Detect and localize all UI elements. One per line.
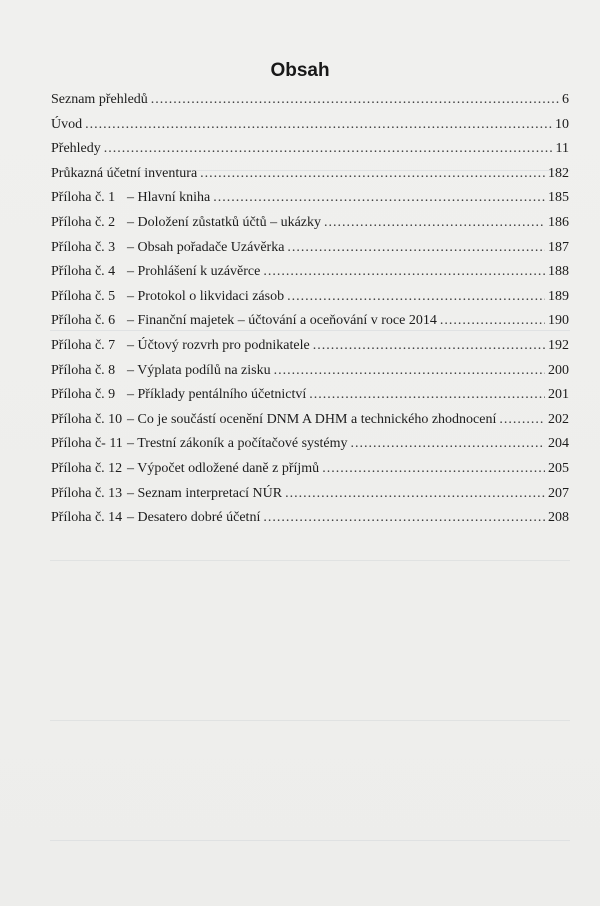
toc-entry-page: 200	[548, 362, 569, 378]
toc-entry-page: 192	[548, 337, 569, 353]
leader-dots	[85, 113, 552, 138]
toc-entry[interactable]	[51, 162, 569, 187]
toc-entry-page: 205	[548, 460, 569, 476]
toc-entry[interactable]	[51, 309, 569, 334]
toc-entry-title: – Příklady pentálního účetnictví	[127, 387, 307, 403]
toc-entry-title: Přehledy	[51, 141, 101, 157]
leader-dots	[324, 211, 545, 236]
toc-entry-prefix: Příloha č. 4	[51, 264, 116, 280]
toc-entry[interactable]	[51, 383, 569, 408]
toc-entry-page: 208	[548, 510, 569, 526]
leader-dots	[104, 137, 553, 162]
toc-entry[interactable]	[51, 260, 569, 285]
toc-entry-prefix: Příloha č. 7	[51, 337, 116, 353]
toc-entry-prefix: Příloha č. 10	[51, 411, 123, 427]
toc-entry-page: 11	[555, 141, 569, 157]
toc-entry-title: Úvod	[51, 116, 83, 132]
leader-dots	[287, 285, 545, 310]
toc-entry-prefix: Příloha č. 14	[51, 510, 123, 526]
bleed-through-line	[50, 840, 570, 841]
toc-entry-prefix: Příloha č. 8	[51, 362, 116, 378]
toc-entry-prefix: Příloha č. 2	[51, 214, 116, 230]
toc-entry[interactable]	[51, 482, 569, 507]
toc-entry-title: – Hlavní kniha	[127, 190, 211, 206]
toc-entry[interactable]	[51, 285, 569, 310]
leader-dots	[263, 506, 545, 531]
toc-entry-page: 10	[555, 116, 569, 132]
toc-entry-page: 187	[548, 239, 569, 255]
toc-entry[interactable]	[51, 408, 569, 433]
leader-dots	[499, 408, 545, 433]
toc-entry-prefix: Příloha č. 1	[51, 190, 116, 206]
toc-entry-page: 6	[562, 92, 569, 107]
toc-entry-page: 204	[548, 436, 569, 452]
toc-entry-title: – Co je součástí ocenění DNM A DHM a technického zhodnocení	[127, 411, 497, 427]
leader-dots	[440, 309, 545, 334]
toc-entry-title: Průkazná účetní inventura	[51, 165, 198, 181]
toc-entry-title: – Doložení zůstatků účtů – ukázky	[127, 214, 322, 230]
toc-entry[interactable]	[51, 186, 569, 211]
toc-entry-page: 186	[548, 214, 569, 230]
toc-entry[interactable]	[51, 432, 569, 457]
toc-entry-page: 189	[548, 288, 569, 304]
leader-dots	[309, 383, 545, 408]
toc-entry-prefix: Příloha č. 9	[51, 387, 116, 403]
leader-dots	[213, 186, 545, 211]
leader-dots	[285, 482, 545, 507]
toc-entry-page: 207	[548, 485, 569, 501]
toc-entry[interactable]	[51, 88, 569, 113]
leader-dots	[263, 260, 545, 285]
toc-entry-title: – Účtový rozvrh pro podnikatele	[127, 337, 310, 353]
leader-dots	[322, 457, 545, 482]
leader-dots	[350, 432, 545, 457]
toc-entry-prefix: Příloha č. 6	[51, 313, 116, 329]
toc-entry-prefix: Příloha č. 12	[51, 460, 123, 476]
toc-entry[interactable]	[51, 506, 569, 531]
toc-entry-title: – Trestní zákoník a počítačové systémy	[127, 436, 348, 452]
table-of-contents	[51, 88, 569, 531]
page-title: Obsah	[270, 60, 330, 81]
toc-entry[interactable]	[51, 236, 569, 261]
toc-entry-title: Seznam přehledů	[51, 92, 148, 107]
leader-dots	[200, 162, 545, 187]
toc-entry-title: – Protokol o likvidaci zásob	[127, 288, 285, 304]
toc-entry-title: – Výpočet odložené daně z příjmů	[127, 460, 320, 476]
leader-dots	[151, 88, 559, 113]
toc-entry[interactable]	[51, 359, 569, 384]
toc-entry-title: – Finanční majetek – účtování a oceňování v roce 2014	[127, 313, 437, 329]
toc-entry-title: – Výplata podílů na zisku	[127, 362, 271, 378]
toc-entry-prefix: Příloha č. 13	[51, 485, 123, 501]
toc-entry-page: 182	[548, 165, 569, 181]
toc-entry[interactable]	[51, 334, 569, 359]
toc-entry-title: – Desatero dobré účetní	[127, 510, 261, 526]
toc-entry-page: 201	[548, 387, 569, 403]
leader-dots	[274, 359, 545, 384]
bleed-through-line	[50, 560, 570, 561]
toc-entry-page: 190	[548, 313, 569, 329]
toc-entry[interactable]	[51, 457, 569, 482]
toc-entry-title: – Seznam interpretací NÚR	[127, 485, 283, 501]
toc-entry[interactable]	[51, 211, 569, 236]
toc-entry[interactable]	[51, 113, 569, 138]
leader-dots	[287, 236, 545, 261]
toc-entry-prefix: Příloha č. 3	[51, 239, 116, 255]
leader-dots	[313, 334, 545, 359]
toc-entry-page: 185	[548, 190, 569, 206]
toc-entry-prefix: Příloha č. 5	[51, 288, 116, 304]
toc-entry-title: – Prohlášení k uzávěrce	[127, 264, 261, 280]
toc-entry-page: 202	[548, 411, 569, 427]
bleed-through-line	[50, 720, 570, 721]
toc-entry[interactable]	[51, 137, 569, 162]
toc-entry-prefix: Příloha č- 11	[51, 436, 123, 452]
toc-entry-page: 188	[548, 264, 569, 280]
toc-entry-title: – Obsah pořadače Uzávěrka	[127, 239, 285, 255]
